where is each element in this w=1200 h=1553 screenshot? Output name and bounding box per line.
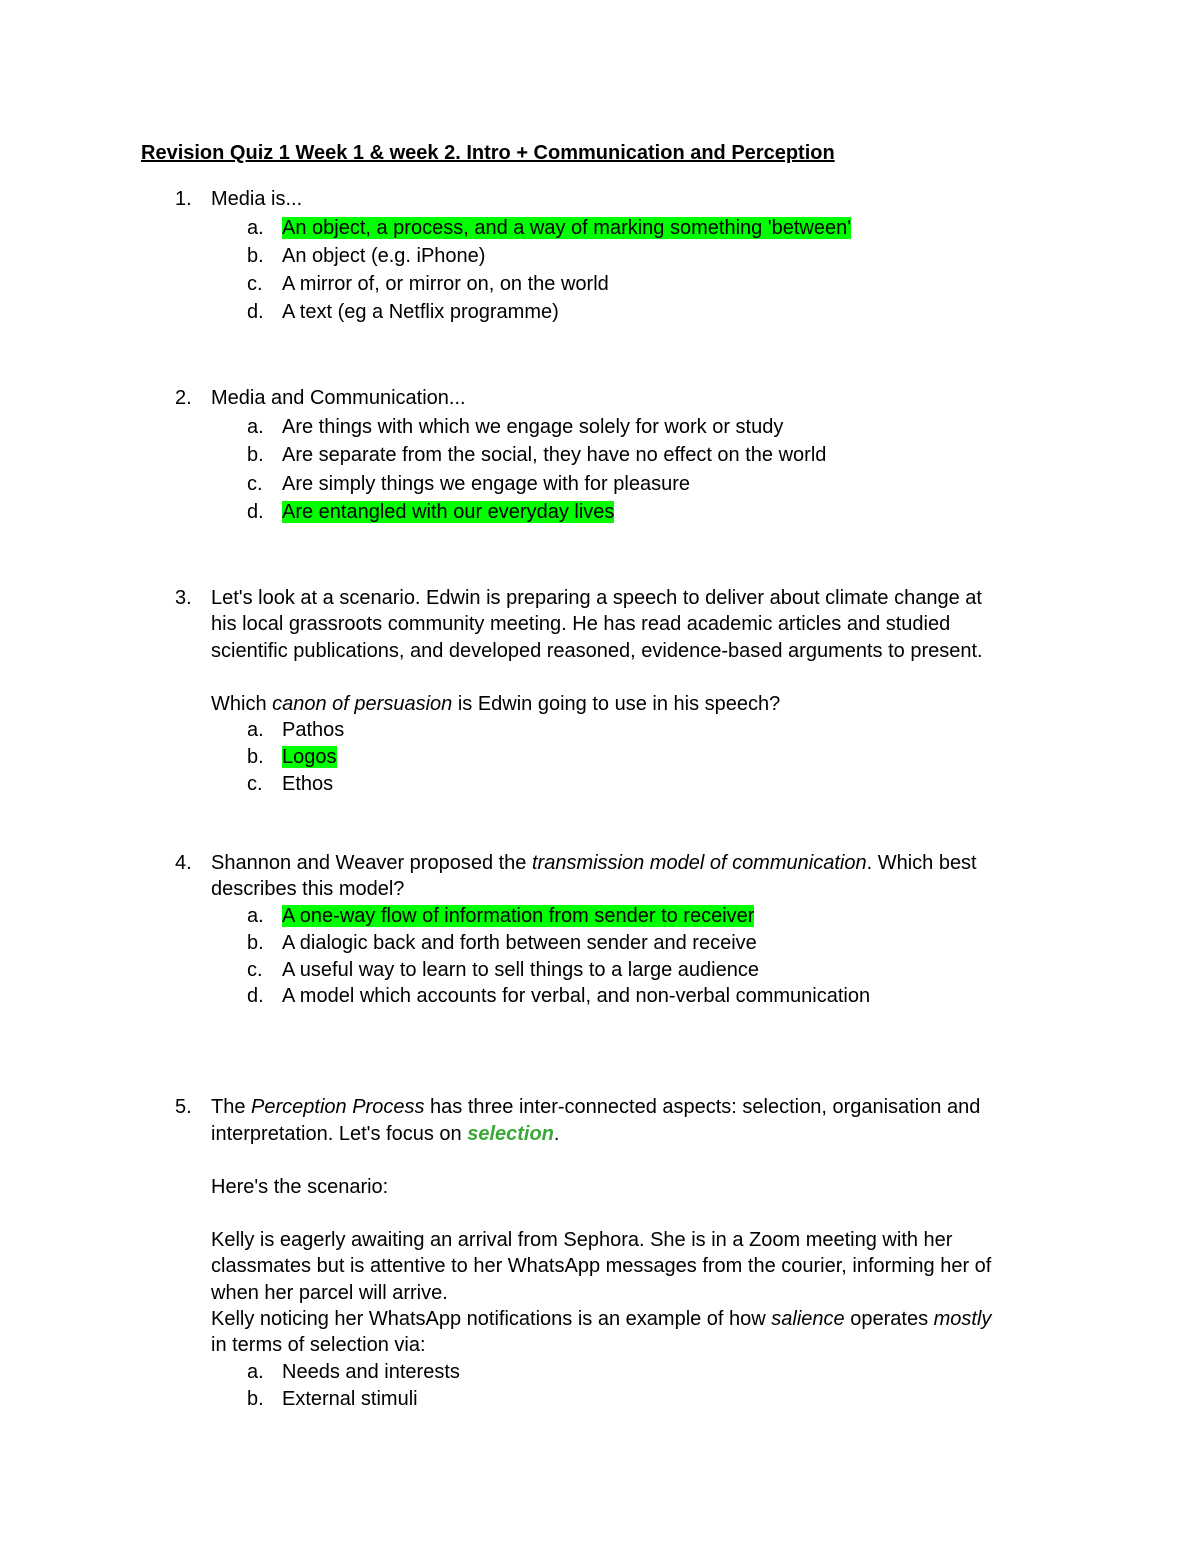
q1-option-d: A text (eg a Netflix programme) — [282, 301, 559, 323]
q2-option-a: Are things with which we engage solely for work or study — [282, 416, 784, 438]
q4-option-d-letter: d. — [247, 985, 264, 1007]
q1-option-c-letter: c. — [247, 273, 263, 295]
page-title: Revision Quiz 1 Week 1 & week 2. Intro + Communication and Perception — [141, 142, 835, 164]
q2-option-d-letter: d. — [247, 501, 264, 523]
q1-option-b: An object (e.g. iPhone) — [282, 245, 486, 267]
q3-option-c: Ethos — [282, 773, 334, 795]
q4-option-c-letter: c. — [247, 959, 263, 981]
q2-option-c-letter: c. — [247, 473, 263, 495]
q5-option-a-letter: a. — [247, 1361, 264, 1383]
q5-question-line-2: in terms of selection via: — [211, 1334, 426, 1356]
q3-line-3: scientific publications, and developed reasoned, evidence-based arguments to present. — [211, 640, 983, 662]
q5-line-2: interpretation. Let's focus on selection. — [211, 1123, 560, 1145]
q5-line-1: The Perception Process has three inter-connected aspects: selection, organisation and — [211, 1096, 981, 1118]
q4-option-a — [282, 903, 754, 929]
q4-option-c: A useful way to learn to sell things to a large audience — [282, 959, 759, 981]
q1-option-c: A mirror of, or mirror on, on the world — [282, 273, 609, 295]
q5-number: 5. — [175, 1096, 192, 1118]
q5-para-line-1: Kelly is eagerly awaiting an arrival from Sephora. She is in a Zoom meeting with her — [211, 1229, 953, 1251]
q5-option-b-letter: b. — [247, 1388, 264, 1410]
q1-stem: Media is... — [211, 188, 303, 210]
q2-option-b: Are separate from the social, they have no effect on the world — [282, 444, 827, 466]
correct-answer-highlight: Logos — [282, 746, 337, 768]
q2-option-d — [282, 499, 614, 525]
correct-answer-highlight: A one-way flow of information from sender to receiver — [282, 905, 755, 927]
q3-option-b-letter: b. — [247, 746, 264, 768]
q1-option-a — [282, 215, 851, 241]
q2-number: 2. — [175, 387, 192, 409]
selection-emphasis: selection — [467, 1123, 554, 1145]
q4-option-b: A dialogic back and forth between sender and receive — [282, 932, 757, 954]
q3-option-a: Pathos — [282, 719, 345, 741]
correct-answer-highlight: Are entangled with our everyday lives — [282, 501, 615, 523]
q2-option-a-letter: a. — [247, 416, 264, 438]
q2-option-c: Are simply things we engage with for pleasure — [282, 473, 690, 495]
q3-number: 3. — [175, 587, 192, 609]
q5-option-b: External stimuli — [282, 1388, 418, 1410]
q2-stem: Media and Communication... — [211, 387, 466, 409]
q4-option-b-letter: b. — [247, 932, 264, 954]
q3-line-2: his local grassroots community meeting. He has read academic articles and studied — [211, 613, 951, 635]
q4-option-a-letter: a. — [247, 905, 264, 927]
q3-option-a-letter: a. — [247, 719, 264, 741]
q3-option-b — [282, 744, 337, 770]
q5-option-a: Needs and interests — [282, 1361, 460, 1383]
q1-option-a-letter: a. — [247, 217, 264, 239]
q3-option-c-letter: c. — [247, 773, 263, 795]
q3-line-1: Let's look at a scenario. Edwin is preparing a speech to deliver about climate change at — [211, 587, 982, 609]
q5-question-line-1: Kelly noticing her WhatsApp notifications is an example of how salience operates mostly — [211, 1308, 992, 1330]
q1-option-d-letter: d. — [247, 301, 264, 323]
q2-option-b-letter: b. — [247, 444, 264, 466]
q5-para-line-2: classmates but is attentive to her WhatsApp messages from the courier, informing her of — [211, 1255, 992, 1277]
q4-line-1: Shannon and Weaver proposed the transmission model of communication. Which best — [211, 852, 977, 874]
q5-scenario-intro: Here's the scenario: — [211, 1176, 389, 1198]
q4-option-d: A model which accounts for verbal, and non-verbal communication — [282, 985, 871, 1007]
q1-option-b-letter: b. — [247, 245, 264, 267]
q3-question: Which canon of persuasion is Edwin going to use in his speech? — [211, 693, 781, 715]
q4-number: 4. — [175, 852, 192, 874]
correct-answer-highlight: An object, a process, and a way of marking something 'between' — [282, 217, 852, 239]
q1-number: 1. — [175, 188, 192, 210]
q4-line-2: describes this model? — [211, 878, 405, 900]
q5-para-line-3: when her parcel will arrive. — [211, 1282, 448, 1304]
